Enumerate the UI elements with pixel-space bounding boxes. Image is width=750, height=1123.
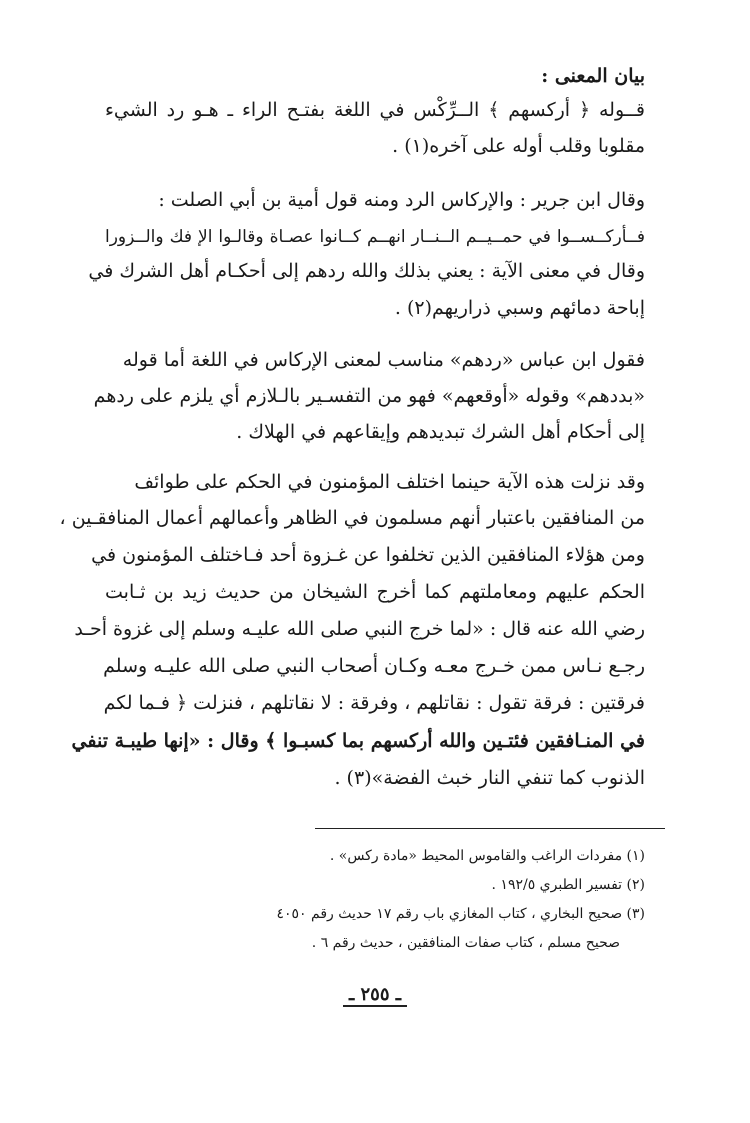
paragraph-4-line-6: رجـع نـاس ممن خـرج معـه وكـان أصحاب النبي صلى الله عليـه وسلم — [103, 655, 645, 677]
footnote-3: (٣) صحيح البخاري ، كتاب المغازي باب رقم ١٧ حديث رقم ٤٠٥٠ — [276, 906, 645, 922]
paragraph-3-line-3: إلى أحكام أهل الشرك تبديدهم وإيقاعهم في الهلاك . — [236, 421, 645, 443]
poetry-verse: فــأركــســوا في حمــيــم الــنــار انهــم كــانوا عصـاة وقالـوا الإ فك والــزورا — [105, 227, 645, 247]
paragraph-4-line-7: فرقتين : فرقة تقول : نقاتلهم ، وفرقة : لا نقاتلهم ، فنزلت ﴿ فـما لكم — [103, 692, 645, 714]
section-heading: بيان المعنى : — [541, 65, 645, 87]
paragraph-4-line-1: وقد نزلت هذه الآية حينما اختلف المؤمنون في الحكم على طوائف — [134, 471, 645, 493]
page-number — [0, 984, 750, 1005]
paragraph-3-line-2: «بددهم» وقوله «أوقعهم» فهو من التفسـير بالـلازم أي يلزم على ردهم — [93, 385, 645, 407]
paragraph-4-line-4: الحكم عليهم ومعاملتهم كما أخرج الشيخان من حديث زيد بن ثـابت — [105, 581, 646, 603]
paragraph-2-line-4: إباحة دمائهم وسبي ذراريهم(٢) . — [394, 297, 645, 319]
paragraph-4-line-9: الذنوب كما تنفي النار خبث الفضة»(٣) . — [334, 767, 645, 789]
footnote-1: (١) مفردات الراغب والقاموس المحيط «مادة ركس» . — [329, 848, 645, 864]
paragraph-1-line-2: مقلوبا وقلب أوله على آخره(١) . — [392, 135, 645, 157]
paragraph-2-line-3: وقال في معنى الآية : يعني بذلك والله ردهم إلى أحكـام أهل الشرك في — [88, 260, 645, 282]
paragraph-1-line-1: قــوله ﴿ أركسهم ﴾ الــرِّكْس في اللغة بفتـح الراء ـ هـو رد الشيء — [105, 99, 645, 121]
paragraph-4-line-3: ومن هؤلاء المنافقين الذين تخلفوا عن غـزوة أحد فـاختلف المؤمنون في — [91, 544, 645, 566]
footnote-3-continued: صحيح مسلم ، كتاب صفات المنافقين ، حديث رقم ٦ . — [311, 935, 620, 951]
footnote-2: (٢) تفسير الطبري ١٩٢/٥ . — [491, 877, 645, 893]
paragraph-4-line-5: رضي الله عنه قال : «لما خرج النبي صلى الله عليـه وسلم إلى غزوة أحـد — [74, 618, 645, 640]
paragraph-3-line-1: فقول ابن عباس «ردهم» مناسب لمعنى الإركاس في اللغة أما قوله — [122, 349, 645, 371]
paragraph-4-line-2: من المنافقين باعتبار أنهم مسلمون في الظاهر وأعمالهم أعمال المنافقـين ، — [59, 507, 645, 529]
paragraph-4-line-8: في المنـافقين فئتـين والله أركسهم بما كسبـوا ﴾ وقال : «إنها طيبـة تنفي — [71, 730, 645, 752]
paragraph-2-line-1: وقال ابن جرير : والإركاس الرد ومنه قول أمية بن أبي الصلت : — [158, 189, 645, 211]
footnote-separator — [315, 828, 665, 829]
page-number-text: ـ ٢٥٥ ـ — [343, 984, 407, 1007]
